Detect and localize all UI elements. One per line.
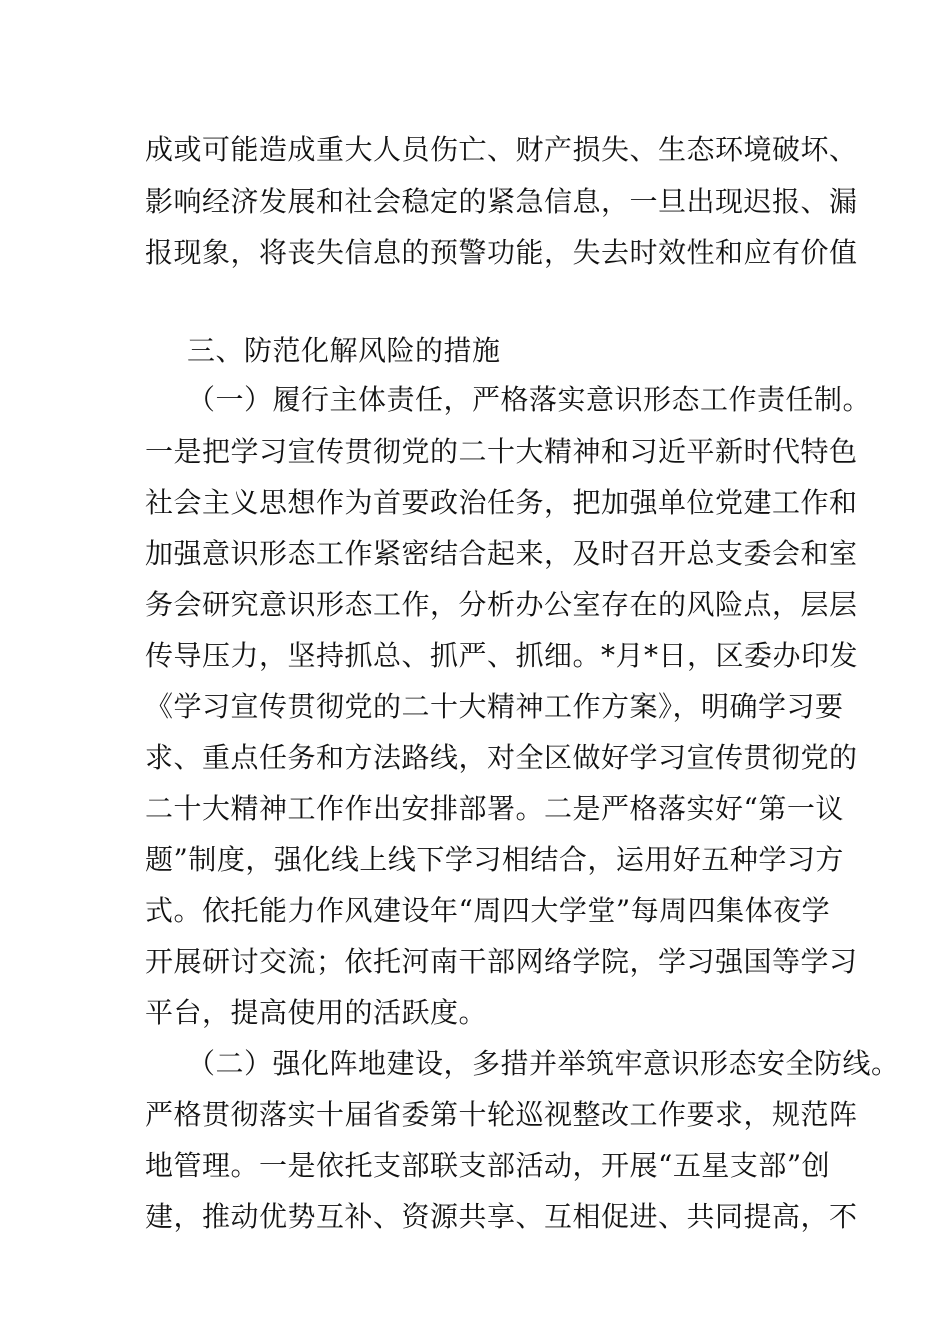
body-text-line: 式。依托能力作风建设年“周四大学堂”每周四集体夜学	[145, 894, 831, 927]
body-text-line: 报现象，将丧失信息的预警功能，失去时效性和应有价值	[145, 236, 858, 269]
body-text-line: 题”制度，强化线上线下学习相结合，运用好五种学习方	[145, 843, 844, 876]
body-text-line: 一是把学习宣传贯彻党的二十大精神和习近平新时代特色	[145, 435, 858, 468]
subsection-heading: （二）强化阵地建设，多措并举筑牢意识形态安全防线。	[187, 1047, 900, 1080]
body-text-line: 开展研讨交流；依托河南干部网络学院，学习强国等学习	[145, 945, 858, 978]
subsection-heading: （一）履行主体责任，严格落实意识形态工作责任制。	[187, 383, 872, 416]
body-text-line: 社会主义思想作为首要政治任务，把加强单位党建工作和	[145, 486, 858, 519]
body-text-line: 平台，提高使用的活跃度。	[145, 996, 488, 1029]
body-text-line: 影响经济发展和社会稳定的紧急信息，一旦出现迟报、漏	[145, 185, 858, 218]
body-text-line: 地管理。一是依托支部联支部活动，开展“五星支部”创	[145, 1149, 831, 1182]
body-text-line: 务会研究意识形态工作，分析办公室存在的风险点，层层	[145, 588, 858, 621]
section-heading: 三、防范化解风险的措施	[187, 334, 501, 367]
body-text-line: 加强意识形态工作紧密结合起来，及时召开总支委会和室	[145, 537, 858, 570]
body-text-line: 求、重点任务和方法路线，对全区做好学习宣传贯彻党的	[145, 741, 858, 774]
body-text-line: 《学习宣传贯彻党的二十大精神工作方案》，明确学习要	[145, 690, 844, 723]
body-text-line: 二十大精神工作作出安排部署。二是严格落实好“第一议	[145, 792, 844, 825]
body-text-line: 严格贯彻落实十届省委第十轮巡视整改工作要求，规范阵	[145, 1098, 858, 1131]
body-text-line: 传导压力，坚持抓总、抓严、抓细。*月*日，区委办印发	[145, 639, 859, 672]
body-text-line: 建，推动优势互补、资源共享、互相促进、共同提高，不	[145, 1200, 858, 1233]
body-text-line: 成或可能造成重大人员伤亡、财产损失、生态环境破坏、	[145, 133, 858, 166]
